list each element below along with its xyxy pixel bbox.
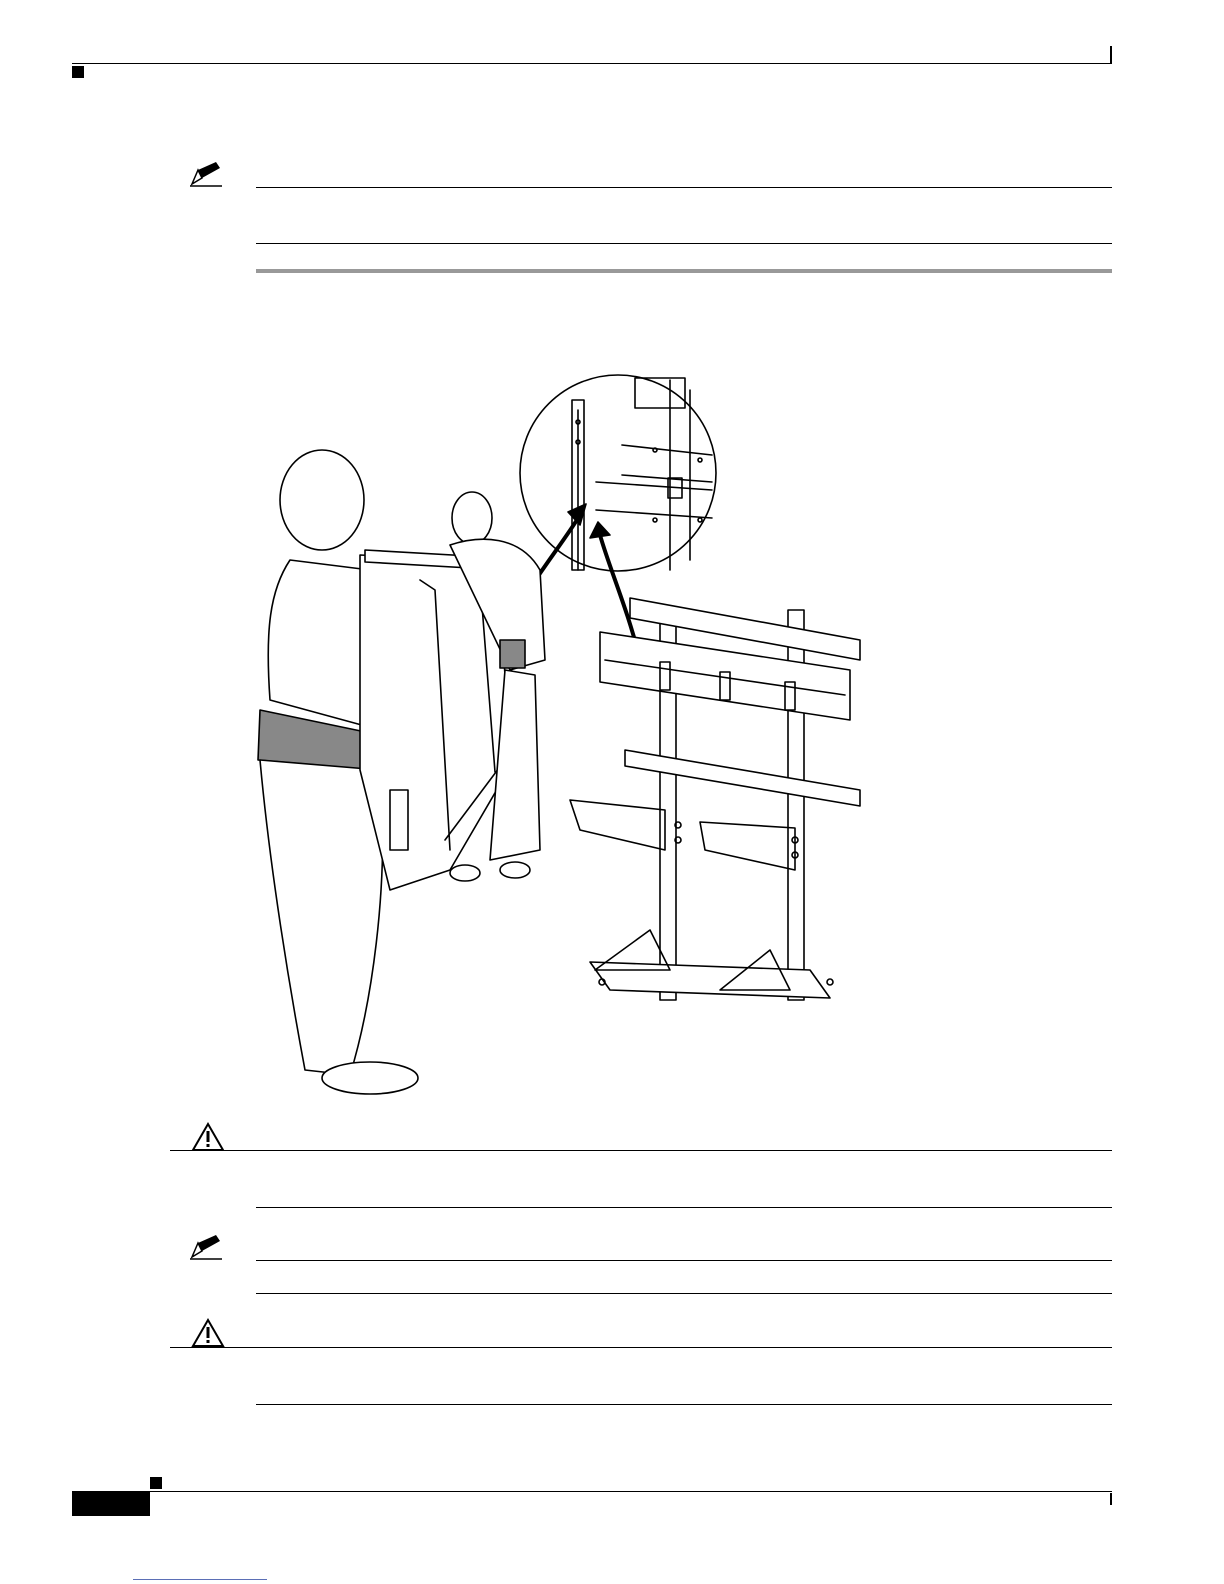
note-pencil-icon [188, 1233, 224, 1261]
rack-frame [570, 598, 860, 1000]
footer-right-tick [1110, 1493, 1112, 1505]
footer-rule [150, 1491, 1112, 1492]
header-marker [72, 66, 84, 78]
header-right-tick [1110, 46, 1112, 64]
page-number-bar [72, 1491, 150, 1516]
caution-triangle-icon [191, 1122, 225, 1152]
caution-triangle-icon [191, 1318, 225, 1348]
caution-2-bottom-rule [256, 1404, 1112, 1405]
installation-figure [250, 370, 870, 1100]
note-top-rule [256, 187, 1112, 188]
detail-magnifier-callout [520, 375, 716, 571]
header-rule [72, 63, 1112, 64]
note-pencil-icon [188, 160, 224, 188]
caution-1-top-rule [170, 1150, 1112, 1151]
note-bottom-rule [256, 243, 1112, 244]
section-divider [256, 269, 1112, 273]
note-2-top-rule [256, 1260, 1112, 1261]
caution-1-bottom-rule [256, 1207, 1112, 1208]
footer-link-underline[interactable] [133, 1579, 267, 1580]
footer-marker [150, 1477, 162, 1489]
caution-2-top-rule [170, 1347, 1112, 1348]
note-2-bottom-rule [256, 1293, 1112, 1294]
